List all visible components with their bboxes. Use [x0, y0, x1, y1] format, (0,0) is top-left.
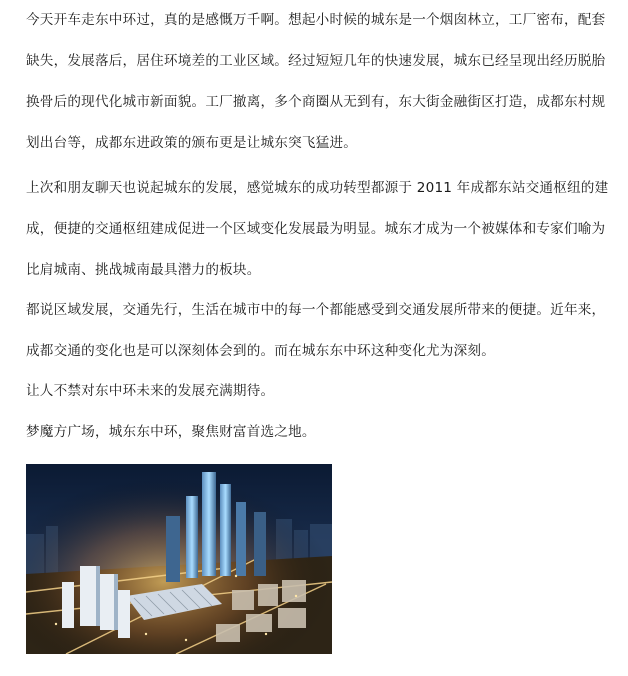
paragraph-3: 都说区域发展，交通先行，生活在城市中的每一个都能感受到交通发展所带来的便捷。近年来，成都交通的变化也是可以深刻体会到的。而在城东东中环这种变化尤为深刻。 [26, 302, 606, 359]
paragraph-2: 上次和朋友聊天也说起城东的发展，感觉城东的成功转型都源于 2011 年成都东站交通枢纽的建成，便捷的交通枢纽建成促进一个区域变化发展最为明显。城东才成为一个被媒体和专家们喻为比肩城南、挑战城南最具潜力的板块。 [26, 180, 609, 278]
city-rendering-image [26, 464, 332, 654]
paragraph-5: 梦魔方广场，城东东中环，聚焦财富首选之地。 [26, 424, 316, 440]
paragraph-4: 让人不禁对东中环未来的发展充满期待。 [26, 383, 275, 399]
city-rendering-illustration [26, 464, 332, 654]
paragraph-1: 今天开车走东中环过，真的是感慨万千啊。想起小时候的城东是一个烟囱林立，工厂密布，配套缺失，发展落后，居住环境差的工业区域。经过短短几年的快速发展，城东已经呈现出经历脱胎换骨后的现代化城市新面貌。工厂撤离，多个商圈从无到有，东大街金融街区打造，成都东村规划出台等，成都东进政策的颁布更是让城东突飞猛进。 [26, 12, 606, 151]
